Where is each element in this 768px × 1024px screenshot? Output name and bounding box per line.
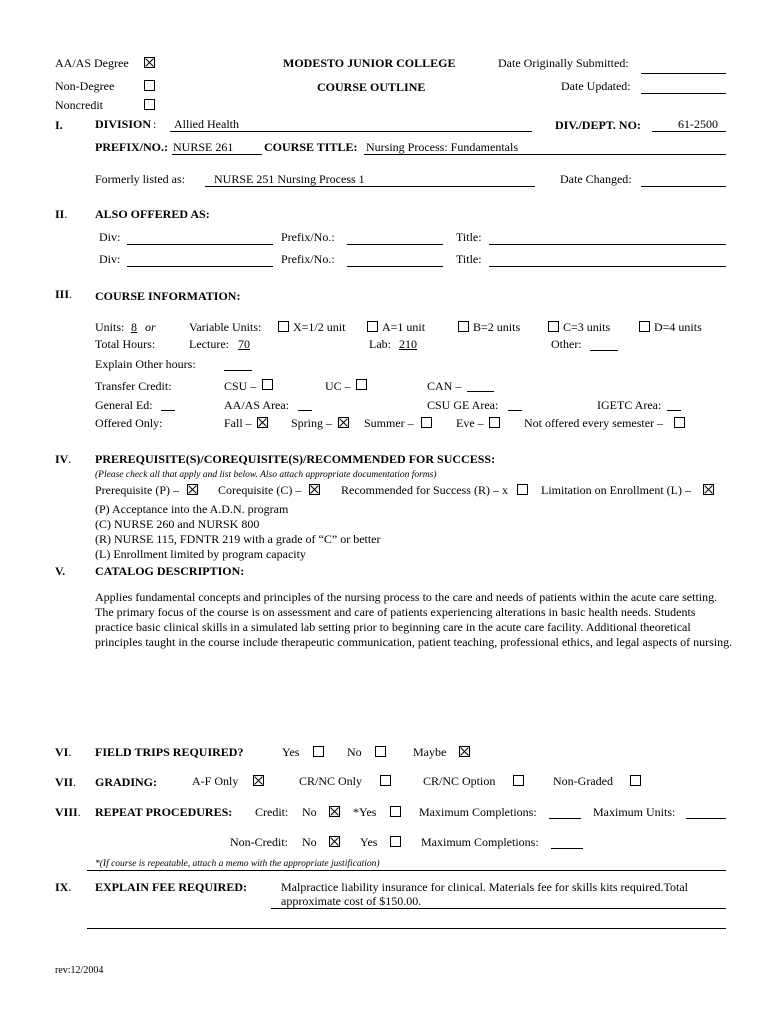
field-trips-maybe-label: Maybe bbox=[413, 745, 447, 759]
csu-ge-area-label: CSU GE Area: bbox=[427, 398, 499, 412]
credit-no-label: No bbox=[302, 805, 317, 819]
igetc-area-field[interactable] bbox=[667, 410, 681, 411]
field-trips-heading: FIELD TRIPS REQUIRED? bbox=[95, 745, 244, 759]
course-title-value: Nursing Process: Fundamentals bbox=[366, 140, 518, 154]
eve-label: Eve – bbox=[456, 416, 484, 430]
variable-units-label: Variable Units: bbox=[189, 320, 262, 334]
units-label: Units: bbox=[95, 320, 125, 334]
credit-no-checkbox[interactable] bbox=[329, 806, 340, 817]
prerequisite-checkbox[interactable] bbox=[187, 484, 198, 495]
credit-max-completions-label: Maximum Completions: bbox=[419, 805, 537, 819]
revision-date: rev:12/2004 bbox=[55, 965, 104, 976]
var-a-checkbox[interactable] bbox=[367, 321, 378, 332]
var-a-label: A=1 unit bbox=[382, 320, 426, 334]
divdept-value: 61-2500 bbox=[678, 117, 718, 131]
total-hours-label: Total Hours: bbox=[95, 337, 156, 351]
var-b-checkbox[interactable] bbox=[458, 321, 469, 332]
uc-checkbox[interactable] bbox=[356, 379, 367, 390]
noncredit-max-completions-label: Maximum Completions: bbox=[421, 835, 539, 849]
section-7-number: VII. bbox=[55, 775, 77, 789]
section-1-number: I. bbox=[55, 118, 63, 132]
degree-non-checkbox[interactable] bbox=[144, 80, 155, 91]
formerly-value: NURSE 251 Nursing Process 1 bbox=[214, 172, 365, 186]
repeat-memo-note: *(If course is repeatable, attach a memo with the appropriate justification) bbox=[95, 859, 380, 869]
summer-label: Summer – bbox=[364, 416, 414, 430]
var-d-label: D=4 units bbox=[654, 320, 702, 334]
noncredit-yes-checkbox[interactable] bbox=[390, 836, 401, 847]
fee-heading: EXPLAIN FEE REQUIRED: bbox=[95, 880, 248, 894]
requirement-item-3: (R) NURSE 115, FDNTR 219 with a grade of “C” or better bbox=[95, 532, 381, 546]
course-info-heading: COURSE INFORMATION: bbox=[95, 289, 241, 303]
spring-label: Spring – bbox=[291, 416, 333, 430]
crnc-only-label: CR/NC Only bbox=[299, 774, 363, 788]
requirement-item-1: (P) Acceptance into the A.D.N. program bbox=[95, 502, 289, 516]
aaas-area-field[interactable] bbox=[298, 410, 312, 411]
noncredit-label: Noncredit bbox=[55, 98, 103, 112]
also-title-field-1[interactable] bbox=[489, 244, 726, 245]
var-c-checkbox[interactable] bbox=[548, 321, 559, 332]
noncredit-max-completions-field[interactable] bbox=[551, 848, 583, 849]
noncredit-yes-label: Yes bbox=[360, 835, 378, 849]
section-5-number: V. bbox=[55, 564, 66, 578]
fall-label: Fall – bbox=[224, 416, 252, 430]
fee-field-extra-line[interactable] bbox=[87, 928, 726, 929]
also-prefix-label-2: Prefix/No.: bbox=[281, 252, 335, 266]
division-field[interactable] bbox=[170, 131, 532, 132]
field-trips-no-label: No bbox=[347, 745, 362, 759]
also-offered-heading: ALSO OFFERED AS: bbox=[95, 207, 210, 221]
section-8-number: VIII. bbox=[55, 805, 81, 819]
grading-heading: GRADING: bbox=[95, 775, 157, 789]
divdept-field[interactable] bbox=[652, 131, 726, 132]
repeat-procedures-heading: REPEAT PROCEDURES: bbox=[95, 805, 233, 819]
degree-aa-label: AA/AS Degree bbox=[55, 56, 129, 70]
corequisite-label: Corequisite (C) – bbox=[218, 483, 302, 497]
also-title-field-2[interactable] bbox=[489, 266, 726, 267]
fee-text-line-1: Malpractice liability insurance for clinical. Materials fee for skills kits required.Total bbox=[281, 880, 689, 894]
also-prefix-label-1: Prefix/No.: bbox=[281, 230, 335, 244]
field-trips-yes-checkbox[interactable] bbox=[313, 746, 324, 757]
date-submitted-field[interactable] bbox=[641, 73, 726, 74]
division-colon: : bbox=[153, 117, 157, 131]
aaas-area-label: AA/AS Area: bbox=[224, 398, 289, 412]
limitation-label: Limitation on Enrollment (L) – bbox=[541, 483, 691, 497]
summer-checkbox[interactable] bbox=[421, 417, 432, 428]
date-updated-field[interactable] bbox=[641, 93, 726, 94]
section-9-number: IX. bbox=[55, 880, 72, 894]
formerly-label: Formerly listed as: bbox=[95, 172, 185, 186]
af-only-checkbox[interactable] bbox=[253, 775, 264, 786]
section-divider bbox=[87, 870, 726, 871]
corequisite-checkbox[interactable] bbox=[309, 484, 320, 495]
not-every-semester-label: Not offered every semester – bbox=[524, 416, 664, 430]
also-div-label-2: Div: bbox=[99, 252, 121, 266]
var-d-checkbox[interactable] bbox=[639, 321, 650, 332]
field-trips-yes-label: Yes bbox=[282, 745, 300, 759]
also-title-label-2: Title: bbox=[456, 252, 482, 266]
catalog-description-text: Applies fundamental concepts and principles of the nursing process to the care and needs of patients within the acute care setting. The primary focus of the course is on assessment and care of patients experiencing alterations in basic health needs. Students practice basic clinical skills in a simulated lab setting prior to beginning care in the acute care facility. Additional theoretical principles taught in the course include therapeutic communication, patient teaching, professional ethics, and legal aspects of nursing. bbox=[95, 590, 733, 649]
section-4-number: IV. bbox=[55, 452, 72, 466]
recommended-checkbox[interactable] bbox=[517, 484, 528, 495]
explain-other-field[interactable] bbox=[224, 370, 252, 371]
section-2-number: II. bbox=[55, 207, 68, 221]
formerly-field[interactable] bbox=[205, 186, 535, 187]
not-every-semester-checkbox[interactable] bbox=[674, 417, 685, 428]
also-div-field-2[interactable] bbox=[127, 266, 273, 267]
crnc-only-checkbox[interactable] bbox=[380, 775, 391, 786]
also-prefix-field-2[interactable] bbox=[347, 266, 443, 267]
igetc-area-label: IGETC Area: bbox=[597, 398, 662, 412]
var-b-label: B=2 units bbox=[473, 320, 521, 334]
also-prefix-field-1[interactable] bbox=[347, 244, 443, 245]
var-x-checkbox[interactable] bbox=[278, 321, 289, 332]
fee-text-line-2: approximate cost of $150.00. bbox=[281, 894, 422, 908]
date-changed-field[interactable] bbox=[641, 186, 726, 187]
divdept-label: DIV./DEPT. NO: bbox=[555, 118, 641, 132]
af-only-label: A-F Only bbox=[192, 774, 239, 788]
crnc-option-checkbox[interactable] bbox=[513, 775, 524, 786]
units-or: or bbox=[145, 320, 156, 334]
catalog-description-heading: CATALOG DESCRIPTION: bbox=[95, 564, 245, 578]
uc-label: UC – bbox=[325, 379, 351, 393]
noncredit-repeat-label: Non-Credit: bbox=[230, 835, 288, 849]
credit-label: Credit: bbox=[255, 805, 289, 819]
can-label: CAN – bbox=[427, 379, 462, 393]
can-field[interactable] bbox=[467, 391, 494, 392]
eve-checkbox[interactable] bbox=[489, 417, 500, 428]
division-label: DIVISION bbox=[95, 117, 152, 131]
lab-label: Lab: bbox=[369, 337, 391, 351]
date-changed-label: Date Changed: bbox=[560, 172, 632, 186]
prereq-heading: PREREQUISITE(S)/COREQUISITE(S)/RECOMMENDED FOR SUCCESS: bbox=[95, 452, 496, 466]
also-div-field-1[interactable] bbox=[127, 244, 273, 245]
noncredit-no-checkbox[interactable] bbox=[329, 836, 340, 847]
field-trips-maybe-checkbox[interactable] bbox=[459, 746, 470, 757]
prefix-label: PREFIX/NO.: bbox=[95, 140, 168, 154]
prefix-value: NURSE 261 bbox=[173, 140, 234, 154]
recommended-label: Recommended for Success (R) – x bbox=[341, 483, 508, 497]
noncredit-checkbox[interactable] bbox=[144, 99, 155, 110]
other-label: Other: bbox=[551, 337, 582, 351]
max-units-field[interactable] bbox=[686, 818, 726, 819]
max-units-label: Maximum Units: bbox=[593, 805, 676, 819]
var-c-label: C=3 units bbox=[563, 320, 611, 334]
non-graded-label: Non-Graded bbox=[553, 774, 613, 788]
explain-other-label: Explain Other hours: bbox=[95, 357, 196, 371]
fall-checkbox[interactable] bbox=[257, 417, 268, 428]
fee-field[interactable] bbox=[271, 908, 726, 909]
csu-ge-area-field[interactable] bbox=[508, 410, 522, 411]
date-updated-label: Date Updated: bbox=[561, 79, 631, 93]
requirement-item-4: (L) Enrollment limited by program capacity bbox=[95, 547, 306, 561]
degree-aa-checkbox[interactable] bbox=[144, 57, 155, 68]
credit-max-completions-field[interactable] bbox=[549, 818, 581, 819]
course-title-field[interactable] bbox=[364, 154, 726, 155]
lab-value: 210 bbox=[399, 337, 417, 351]
requirement-item-2: (C) NURSE 260 and NURSK 800 bbox=[95, 517, 260, 531]
also-title-label-1: Title: bbox=[456, 230, 482, 244]
transfer-credit-label: Transfer Credit: bbox=[95, 379, 172, 393]
degree-non-label: Non-Degree bbox=[55, 79, 115, 93]
csu-label: CSU – bbox=[224, 379, 257, 393]
section-6-number: VI. bbox=[55, 745, 72, 759]
lecture-label: Lecture: bbox=[189, 337, 229, 351]
offered-only-label: Offered Only: bbox=[95, 416, 163, 430]
college-name: MODESTO JUNIOR COLLEGE bbox=[283, 56, 456, 70]
units-value: 8 bbox=[131, 320, 137, 334]
general-ed-field[interactable] bbox=[161, 410, 175, 411]
credit-yes-checkbox[interactable] bbox=[390, 806, 401, 817]
spring-checkbox[interactable] bbox=[338, 417, 349, 428]
section-3-number: III. bbox=[55, 287, 73, 301]
crnc-option-label: CR/NC Option bbox=[423, 774, 496, 788]
var-x-label: X=1/2 unit bbox=[293, 320, 346, 334]
lecture-value: 70 bbox=[238, 337, 250, 351]
noncredit-no-label: No bbox=[302, 835, 317, 849]
course-title-label: COURSE TITLE: bbox=[264, 140, 358, 154]
date-submitted-label: Date Originally Submitted: bbox=[498, 56, 629, 70]
credit-yes-label: *Yes bbox=[353, 805, 377, 819]
prereq-note: (Please check all that apply and list below. Also attach appropriate documentation forms) bbox=[95, 470, 437, 480]
non-graded-checkbox[interactable] bbox=[630, 775, 641, 786]
limitation-checkbox[interactable] bbox=[703, 484, 714, 495]
course-outline-title: COURSE OUTLINE bbox=[317, 80, 426, 94]
also-div-label-1: Div: bbox=[99, 230, 121, 244]
division-value: Allied Health bbox=[174, 117, 239, 131]
field-trips-no-checkbox[interactable] bbox=[375, 746, 386, 757]
prerequisite-label: Prerequisite (P) – bbox=[95, 483, 179, 497]
prefix-field[interactable] bbox=[172, 154, 262, 155]
general-ed-label: General Ed: bbox=[95, 398, 153, 412]
csu-checkbox[interactable] bbox=[262, 379, 273, 390]
other-hours-field[interactable] bbox=[590, 350, 618, 351]
